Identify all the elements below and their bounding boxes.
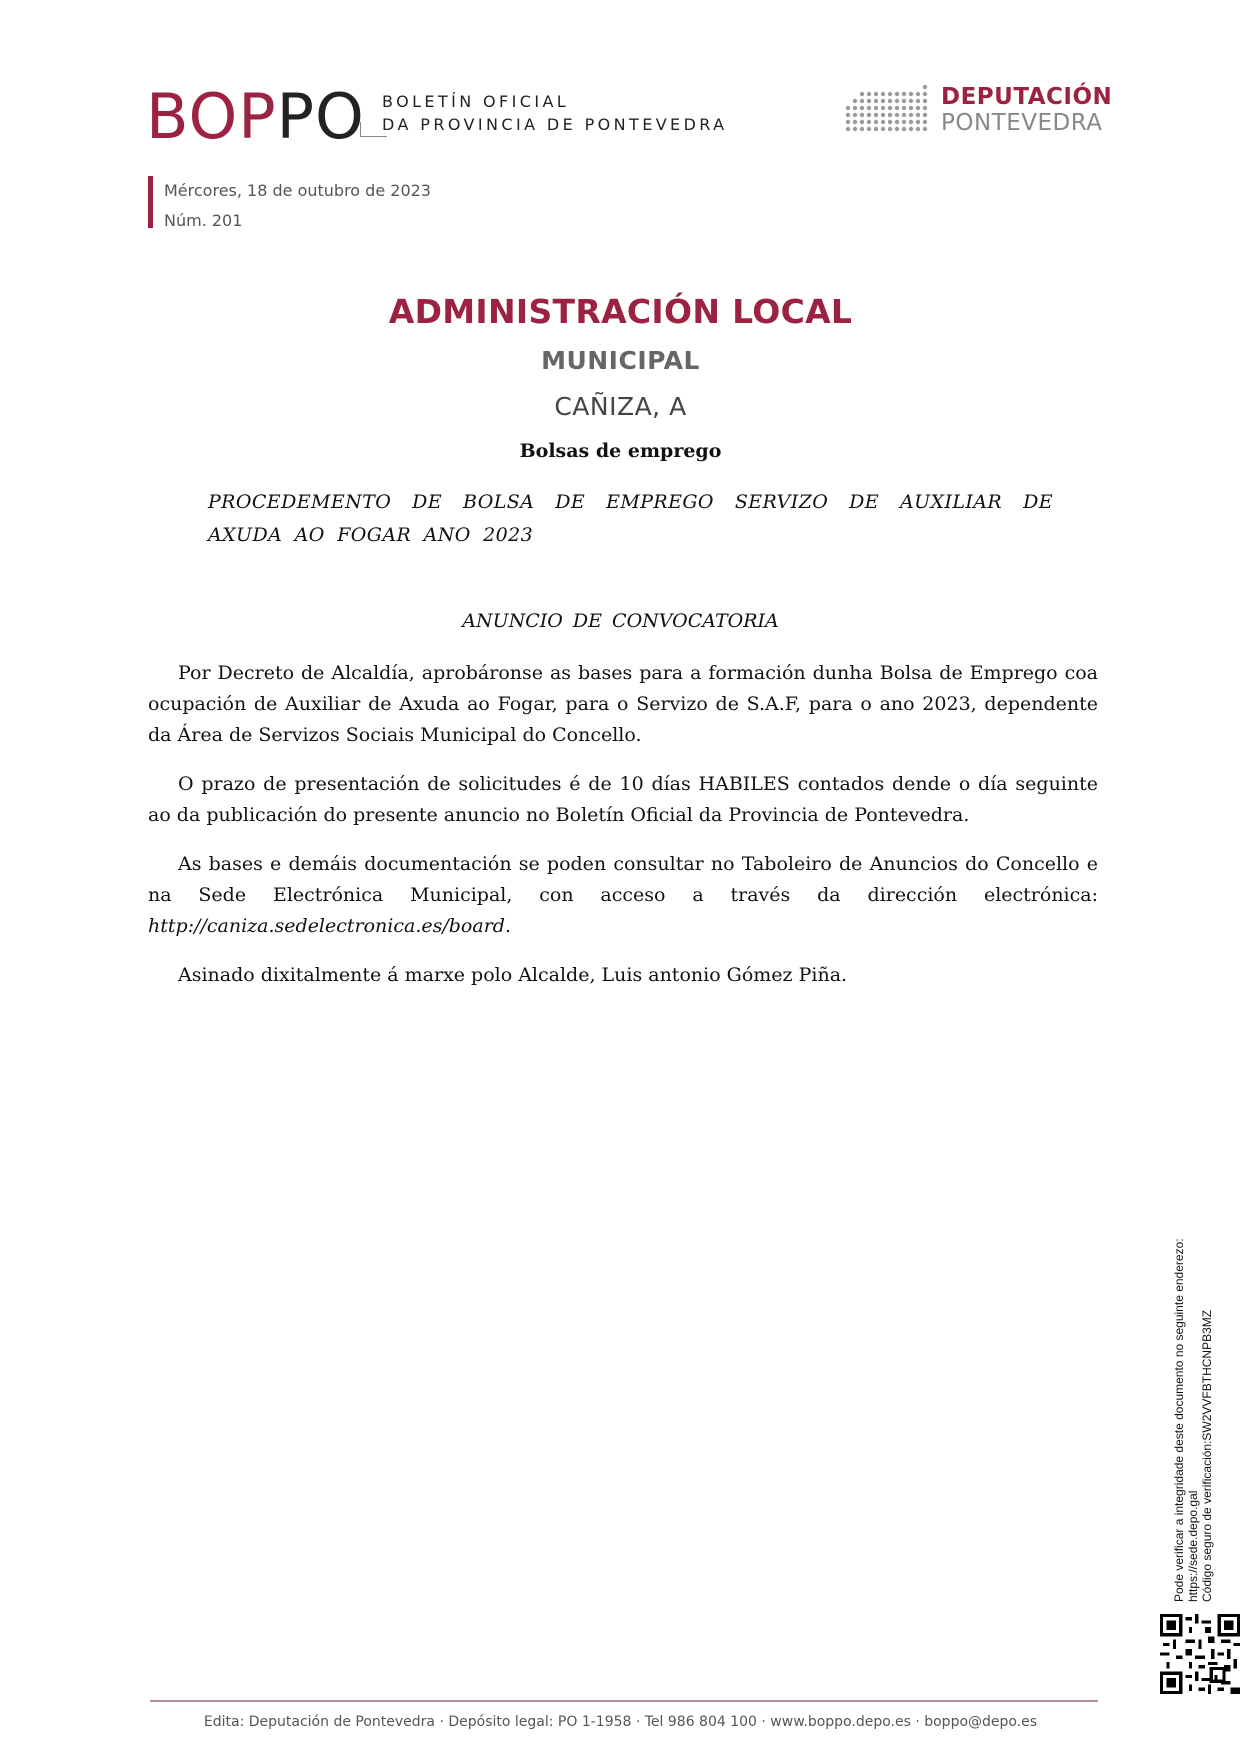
paragraph-3-end: . bbox=[504, 915, 511, 937]
boppo-logo bbox=[146, 80, 365, 153]
logo-bop: BOP bbox=[146, 80, 277, 153]
category-title: Bolsas de emprego bbox=[519, 440, 722, 462]
deputacion-dots-icon bbox=[845, 84, 933, 132]
logo-po: PO bbox=[276, 80, 365, 153]
announcement-title: ANUNCIO DE CONVOCATORIA bbox=[462, 610, 779, 632]
deputacion-line1: DEPUTACIÓN bbox=[941, 84, 1113, 110]
subsection-title: MUNICIPAL bbox=[541, 346, 700, 375]
verification-line3: Código seguro de verificación:SW2VVFBTHCNPB3MZ bbox=[1200, 1309, 1214, 1602]
board-url-link[interactable]: http://caniza.sedelectronica.es/board bbox=[148, 915, 505, 937]
section-title: ADMINISTRACIÓN LOCAL bbox=[388, 292, 853, 331]
body-text bbox=[148, 658, 1098, 1009]
paragraph-4: Asinado dixitalmente á marxe polo Alcalde, Luis antonio Gómez Piña. bbox=[178, 964, 848, 986]
verification-line2[interactable]: https://sede.depo.gal bbox=[1186, 1490, 1200, 1602]
paragraph-2: O prazo de presentación de solicitudes é de 10 días HABILES contados dende o día seguinte ao da publicación do presente anuncio no Boletín Oficial da Provincia de Pontevedra. bbox=[148, 773, 1098, 826]
entity-name: CAÑIZA, A bbox=[554, 392, 687, 421]
deputacion-line2: PONTEVEDRA bbox=[941, 110, 1103, 136]
verification-line1: Pode verificar a integridade deste documento no seguinte enderezo: bbox=[1172, 1238, 1186, 1602]
issue-info bbox=[164, 176, 431, 236]
paragraph-3-text: As bases e demáis documentación se poden consultar no Taboleiro de Anuncios do Concello e na Sede Electrónica Municipal, con acceso a través da dirección electrónica: bbox=[148, 853, 1098, 906]
document-heading: PROCEDEMENTO DE BOLSA DE EMPREGO SERVIZO DE AUXILIAR DE AXUDA AO FOGAR ANO 2023 bbox=[208, 491, 1053, 546]
footer-text: Edita: Deputación de Pontevedra · Depósito legal: PO 1-1958 · Tel 986 804 100 · www.boppo.depo.es · boppo@depo.es bbox=[203, 1714, 1038, 1730]
bulletin-line1: BOLETÍN OFICIAL bbox=[382, 92, 570, 111]
paragraph-1: Por Decreto de Alcaldía, aprobáronse as bases para a formación dunha Bolsa de Emprego coa ocupación de Auxiliar de Axuda ao Fogar, para o Servizo de S.A.F, para o ano 2023, dependente da Área de Servizos Sociais Municipal do Concello. bbox=[148, 662, 1098, 746]
bulletin-name bbox=[382, 90, 728, 136]
deputacion-logo-text bbox=[941, 84, 1112, 136]
qr-code-icon bbox=[1160, 1614, 1240, 1694]
bulletin-line2: DA PROVINCIA DE PONTEVEDRA bbox=[382, 115, 728, 134]
issue-date: Mércores, 18 de outubro de 2023 bbox=[164, 181, 431, 200]
date-accent-bar bbox=[148, 176, 153, 228]
issue-number: Núm. 201 bbox=[164, 211, 243, 230]
paragraph-3 bbox=[148, 849, 1098, 942]
footer-divider bbox=[150, 1700, 1098, 1702]
